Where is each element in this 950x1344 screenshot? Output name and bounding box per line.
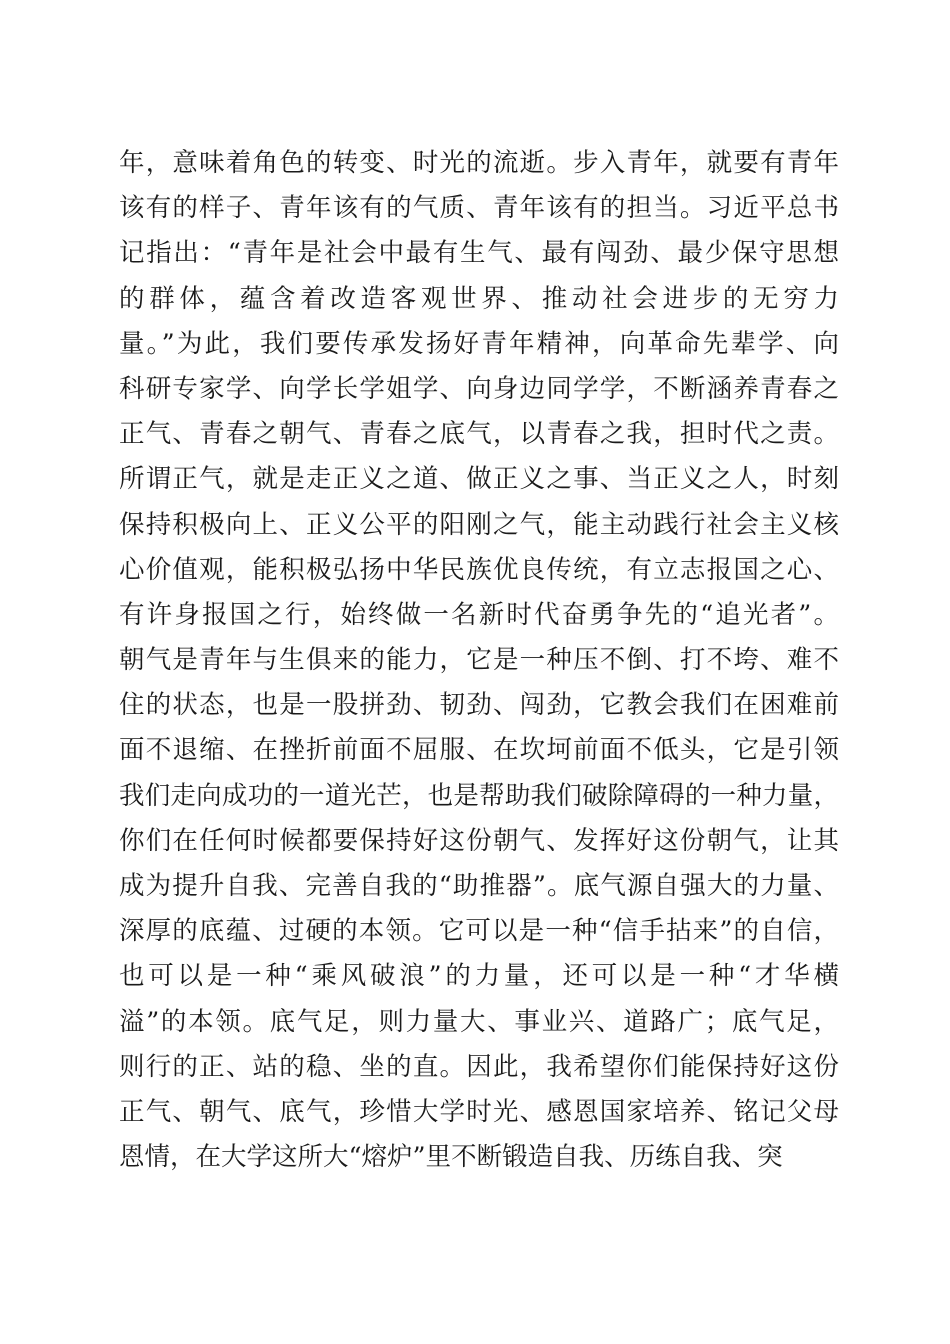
text-line: 所谓正气，就是走正义之道、做正义之事、当正义之人，时刻 [119,464,839,495]
body-text [119,141,839,1180]
text-line: 深厚的底蕴、过硬的本领。它可以是一种“信手拈来”的自信， [119,916,839,947]
text-line: 住的状态，也是一股拼劲、韧劲、闯劲，它教会我们在困难前 [119,690,839,721]
text-line: 记指出：“青年是社会中最有生气、最有闯劲、最少保守思想 [119,238,839,269]
text-line: 正气、青春之朝气、青春之底气，以青春之我，担时代之责。 [119,419,839,450]
text-line: 面不退缩、在挫折前面不屈服、在坎坷前面不低头，它是引领 [119,735,839,766]
text-line: 成为提升自我、完善自我的“助推器”。底气源自强大的力量、 [119,871,839,901]
text-line: 的群体，蕴含着改造客观世界、推动社会进步的无穷力 [119,283,839,314]
text-line: 溢”的本领。底气足，则力量大、事业兴、道路广；底气足， [119,1006,839,1037]
text-line: 我们走向成功的一道光芒，也是帮助我们破除障碍的一种力量， [119,780,839,811]
text-line: 则行的正、站的稳、坐的直。因此，我希望你们能保持好这份 [119,1051,839,1082]
text-line: 朝气是青年与生俱来的能力，它是一种压不倒、打不垮、难不 [119,645,839,676]
text-line: 也可以是一种“乘风破浪”的力量，还可以是一种“才华横 [119,961,839,992]
text-line: 该有的样子、青年该有的气质、青年该有的担当。习近平总书 [119,193,839,224]
text-line: 年，意味着角色的转变、时光的流逝。步入青年，就要有青年 [119,148,839,178]
text-line: 心价值观，能积极弘扬中华民族优良传统，有立志报国之心、 [119,554,839,585]
text-line: 保持积极向上、正义公平的阳刚之气，能主动践行社会主义核 [119,509,839,540]
text-line: 有许身报国之行，始终做一名新时代奋勇争先的“追光者”。 [119,599,839,630]
text-line: 量。”为此，我们要传承发扬好青年精神，向革命先辈学、向 [119,328,839,359]
text-line: 恩情，在大学这所大“熔炉”里不断锻造自我、历练自我、突 [119,1142,783,1173]
text-line: 正气、朝气、底气，珍惜大学时光、感恩国家培养、铭记父母 [119,1096,839,1127]
text-line: 科研专家学、向学长学姐学、向身边同学学，不断涵养青春之 [119,373,839,404]
text-line: 你们在任何时候都要保持好这份朝气、发挥好这份朝气，让其 [119,825,839,856]
